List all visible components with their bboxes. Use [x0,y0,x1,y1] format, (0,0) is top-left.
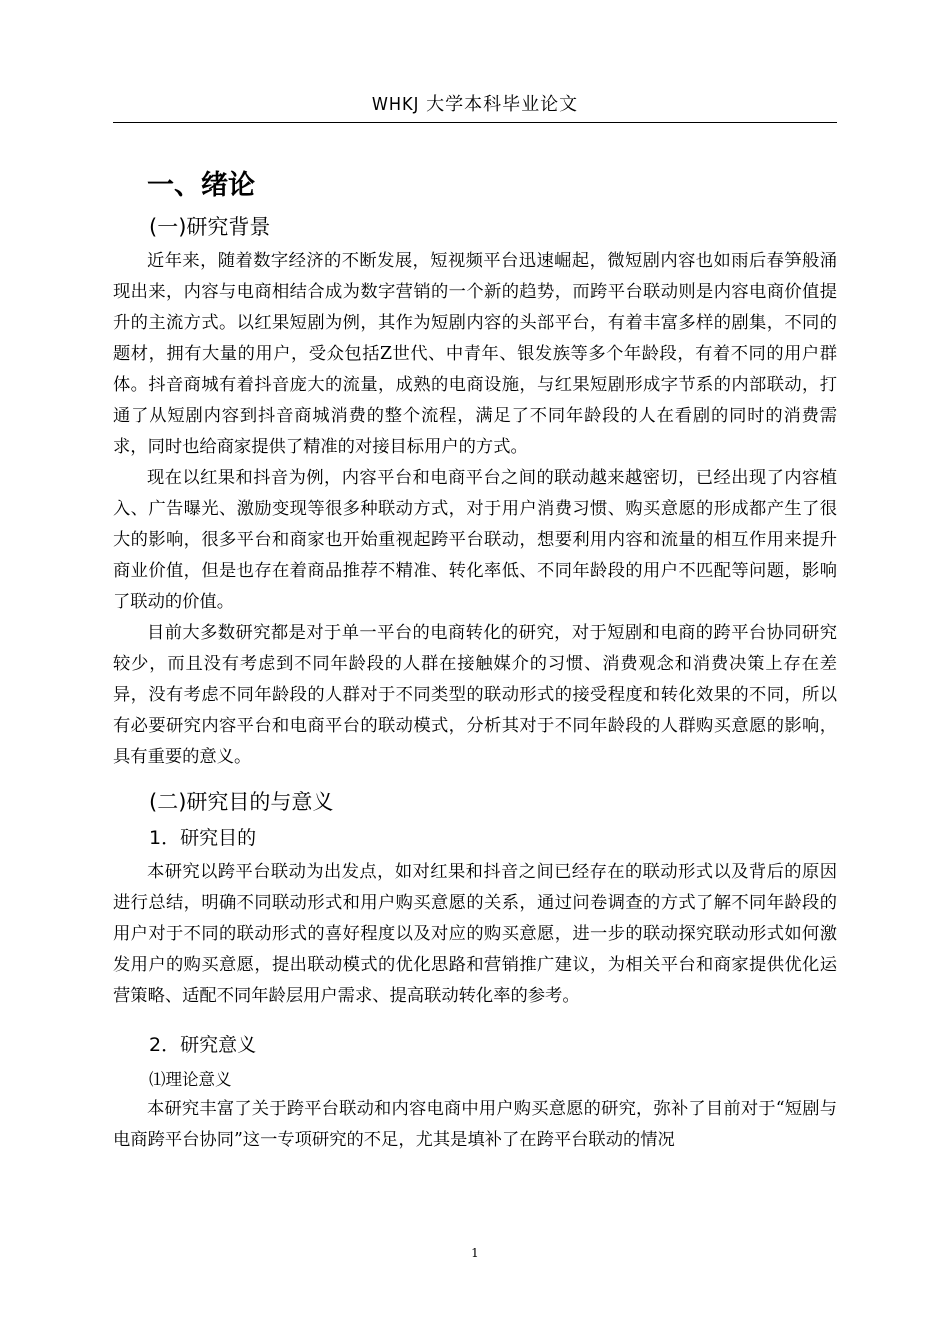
page-number: 1 [471,1246,479,1260]
body-paragraph: 近年来，随着数字经济的不断发展，短视频平台迅速崛起，微短剧内容也如雨后春笋般涌现出来，内容与电商相结合成为数字营销的一个新的趋势，而跨平台联动则是内容电商价值提升的主流方式。以红果短剧为例，其作为短剧内容的头部平台，有着丰富多样的剧集，不同的题材，拥有大量的用户，受众包括Z世代、中青年、银发族等多个年龄段，有着不同的用户群体。抖音商城有着抖音庞大的流量，成熟的电商设施，与红果短剧形成字节系的内部联动，打通了从短剧内容到抖音商城消费的整个流程，满足了不同年龄段的人在看剧的同时的消费需求，同时也给商家提供了精准的对接目标用户的方式。 [113,251,837,457]
subsection-heading-significance: 2．研究意义 [149,1034,257,1056]
item-heading-theoretical: ⑴理论意义 [149,1070,232,1089]
subsection-heading-purpose: 1．研究目的 [149,827,257,849]
header-school-code: WHKJ [371,94,420,115]
header-title: 大学本科毕业论文 [419,94,579,115]
page-body [113,158,837,1156]
body-paragraph: 现在以红果和抖音为例，内容平台和电商平台之间的联动越来越密切，已经出现了内容植入、广告曝光、激励变现等很多种联动方式，对于用户消费习惯、购买意愿的形成都产生了很大的影响，很多平台和商家也开始重视起跨平台联动，想要利用内容和流量的相互作用来提升商业价值，但是也存在着商品推荐不精准、转化率低、不同年龄段的用户不匹配等问题，影响了联动的价值。 [113,468,837,612]
section-heading-background: (一)研究背景 [149,215,271,239]
running-header [113,88,837,123]
body-paragraph: 本研究丰富了关于跨平台联动和内容电商中用户购买意愿的研究，弥补了目前对于“短剧与电商跨平台协同”这一专项研究的不足，尤其是填补了在跨平台联动的情况 [113,1099,837,1150]
section-heading-purpose-significance: (二)研究目的与意义 [149,790,334,814]
body-paragraph: 本研究以跨平台联动为出发点，如对红果和抖音之间已经存在的联动形式以及背后的原因进行总结，明确不同联动形式和用户购买意愿的关系，通过问卷调查的方式了解不同年龄段的用户对于不同的联动形式的喜好程度以及对应的购买意愿，进一步的联动探究联动形式如何激发用户的购买意愿，提出联动模式的优化思路和营销推广建议，为相关平台和商家提供优化运营策略、适配不同年龄层用户需求、提高联动转化率的参考。 [113,862,837,1006]
body-paragraph: 目前大多数研究都是对于单一平台的电商转化的研究，对于短剧和电商的跨平台协同研究较少，而且没有考虑到不同年龄段的人群在接触媒介的习惯、消费观念和消费决策上存在差异，没有考虑不同年龄段的人群对于不同类型的联动形式的接受程度和转化效果的不同，所以有必要研究内容平台和电商平台的联动模式，分析其对于不同年龄段的人群购买意愿的影响，具有重要的意义。 [113,623,837,767]
chapter-title: 一、绪论 [147,170,255,201]
